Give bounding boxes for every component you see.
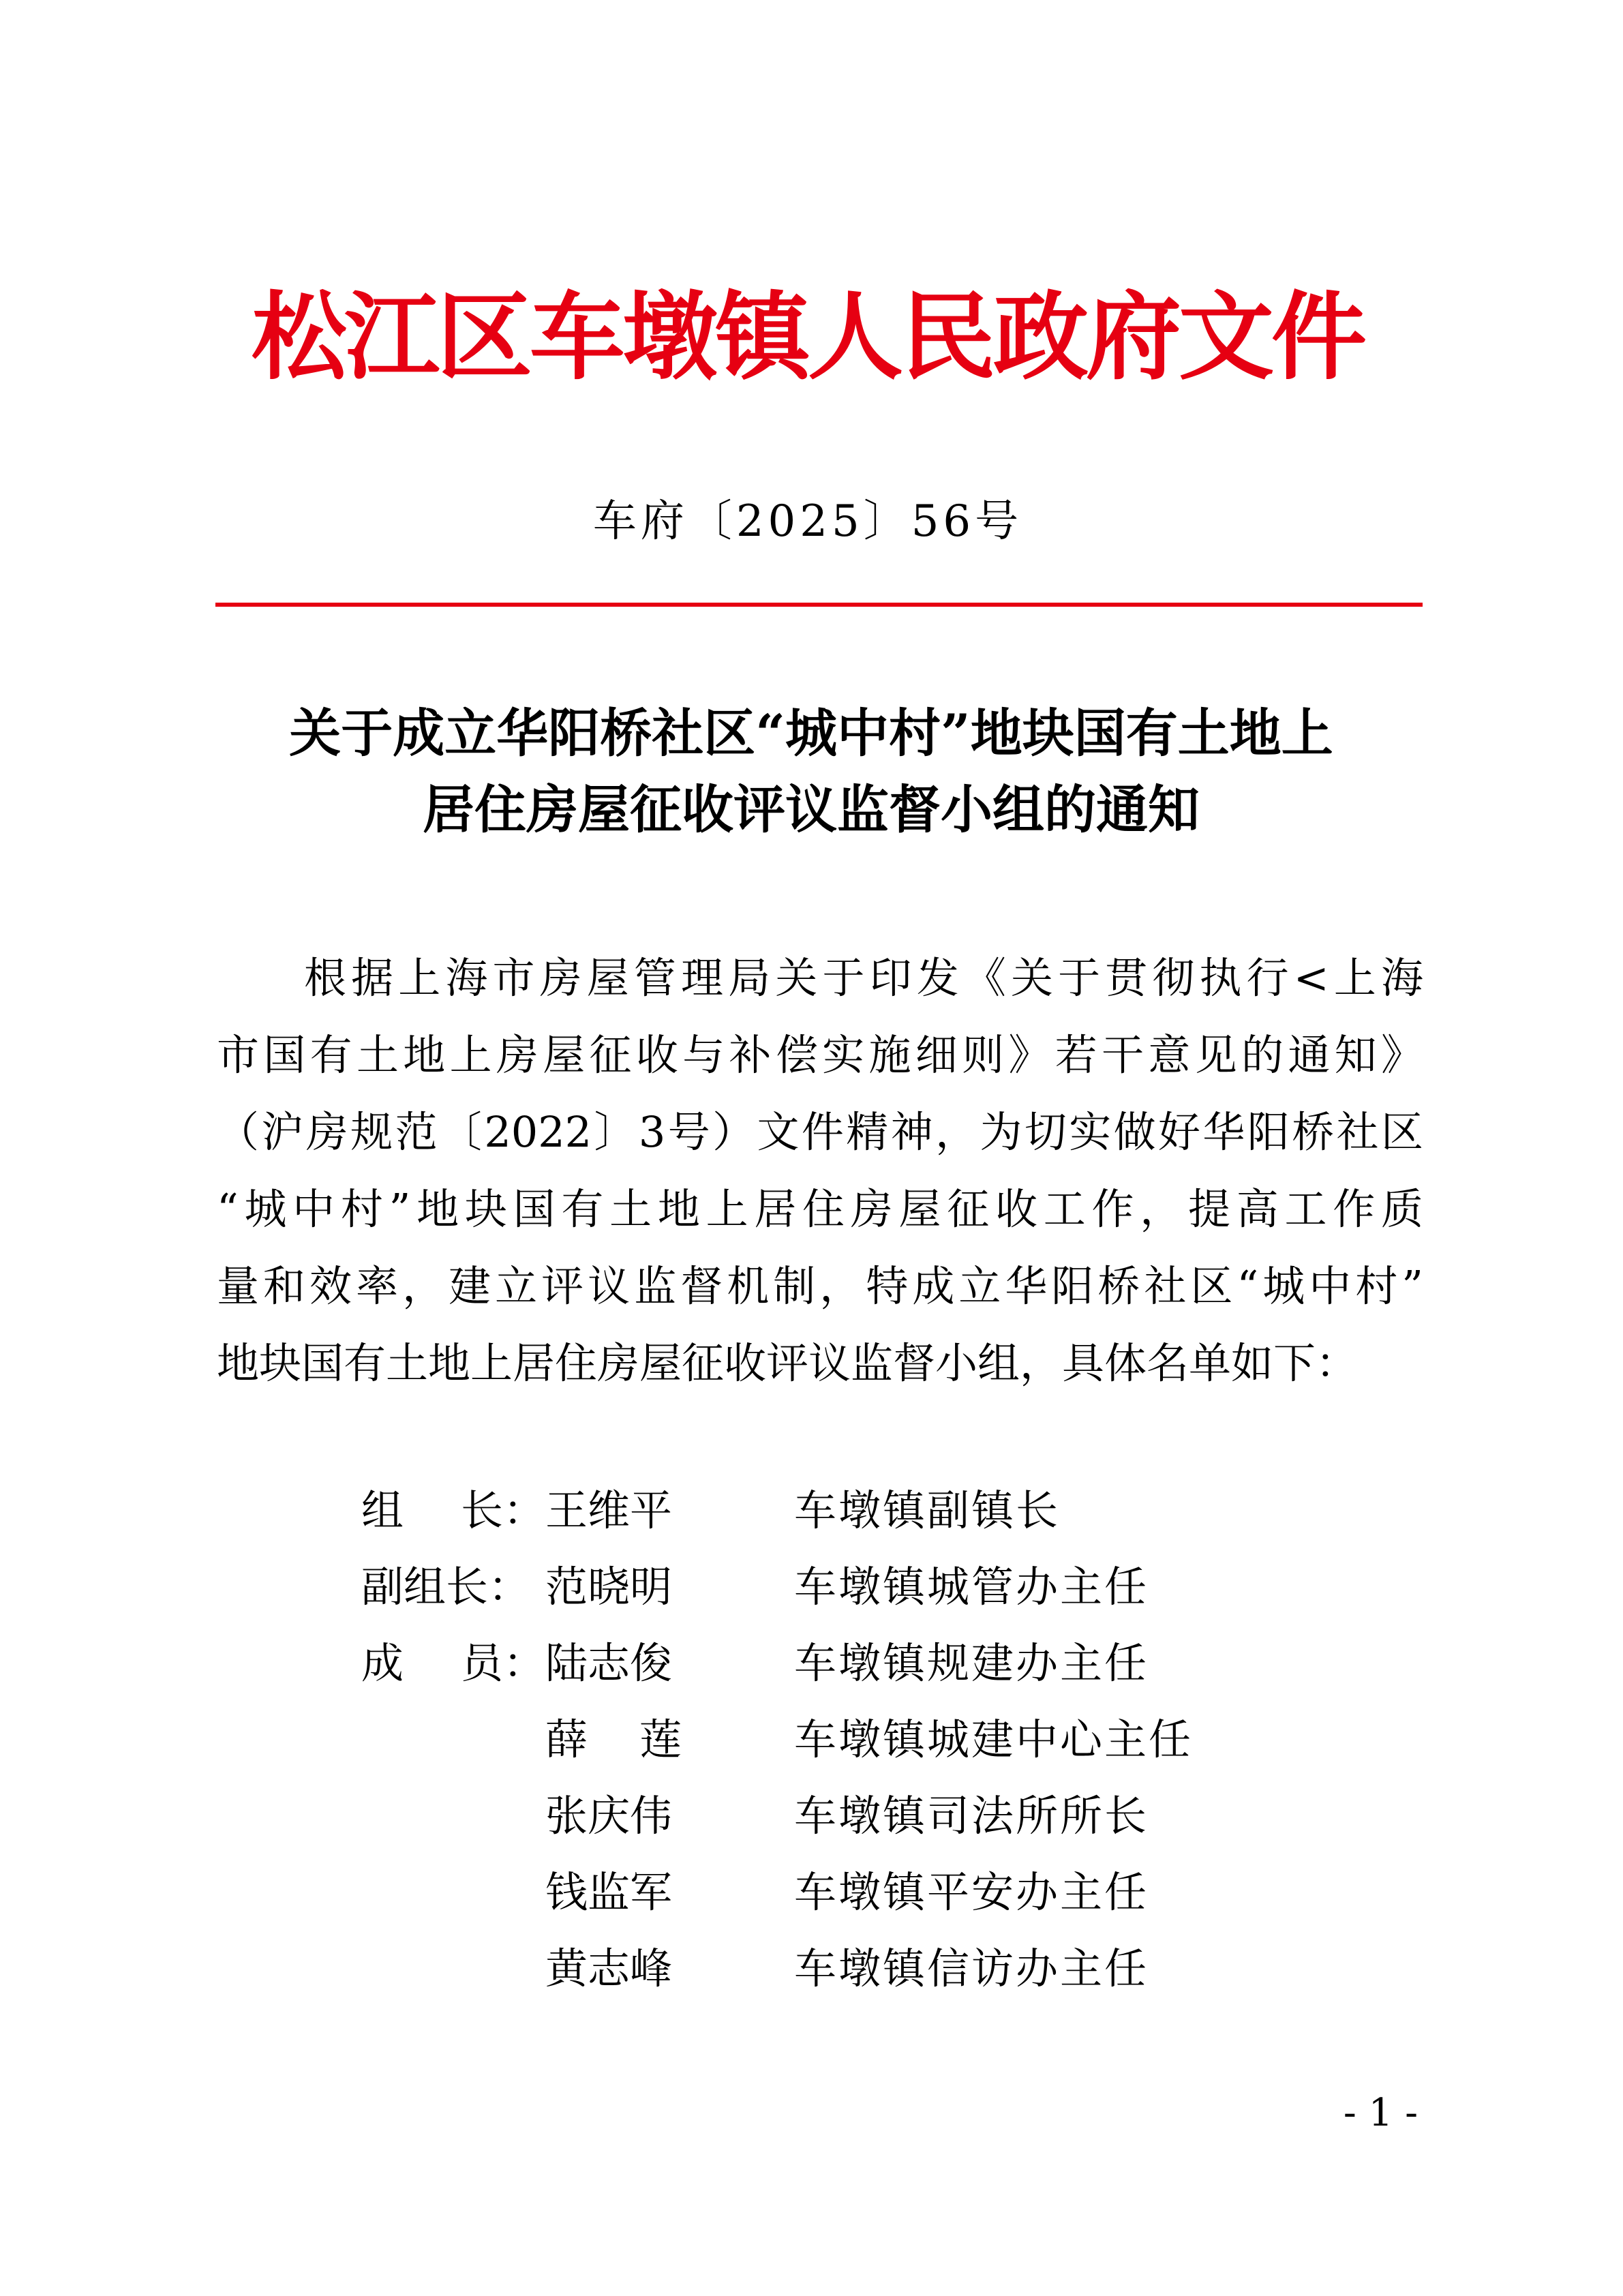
- member-row: [361, 1854, 1316, 1931]
- member-title: 车墩镇信访办主任: [794, 1944, 1149, 1993]
- role-char: 副组长：: [361, 1562, 531, 1612]
- member-name: 王维平: [545, 1485, 673, 1535]
- page-number: - 1 -: [1343, 2091, 1418, 2135]
- member-role: [361, 1472, 545, 1549]
- member-title: 车墩镇副镇长: [794, 1485, 1061, 1535]
- member-name: 黄志峰: [545, 1944, 673, 1993]
- member-name: [545, 1702, 682, 1778]
- body-line-4: “城中村”地块国有土地上居住房屋征收工作，提高工作质: [217, 1184, 1423, 1234]
- member-title: 车墩镇平安办主任: [794, 1867, 1149, 1917]
- role-char: 成: [361, 1638, 404, 1688]
- member-role: [361, 1549, 545, 1625]
- body-line-6: 地块国有土地上居住房屋征收评议监督小组，具体名单如下：: [217, 1338, 1359, 1388]
- title-line-1: 关于成立华阳桥社区“城中村”地块国有土地上: [289, 703, 1333, 764]
- member-row: [361, 1931, 1316, 2007]
- member-title: 车墩镇城管办主任: [794, 1562, 1149, 1612]
- document-number: 车府〔2025〕56号: [592, 496, 1023, 547]
- name-char: 莲: [639, 1715, 682, 1764]
- member-role: [361, 1625, 545, 1702]
- body-line-3: （沪房规范〔2022〕3号）文件精神，为切实做好华阳桥社区: [217, 1107, 1423, 1157]
- member-name: 范晓明: [545, 1562, 673, 1612]
- title-line-2: 居住房屋征收评议监督小组的通知: [423, 779, 1200, 840]
- issuing-agency-header: 松江区车墩镇人民政府文件: [251, 282, 1364, 393]
- member-name: 陆志俊: [545, 1638, 673, 1688]
- member-row: [361, 1549, 1316, 1625]
- name-char: 薛: [545, 1715, 588, 1764]
- role-char: 员：: [460, 1638, 545, 1688]
- role-char: 长：: [460, 1485, 545, 1535]
- body-line-2: 市国有土地上房屋征收与补偿实施细则》若干意见的通知》: [217, 1030, 1423, 1080]
- member-list: [361, 1472, 1316, 2007]
- role-char: 组: [361, 1485, 404, 1535]
- member-name: 钱监军: [545, 1867, 673, 1917]
- member-row: [361, 1472, 1316, 1549]
- member-row: [361, 1778, 1316, 1854]
- member-row: [361, 1625, 1316, 1702]
- member-title: 车墩镇规建办主任: [794, 1638, 1149, 1688]
- body-paragraph: [217, 939, 1423, 1402]
- member-row: [361, 1702, 1316, 1778]
- document-title: [204, 695, 1418, 848]
- member-title: 车墩镇城建中心主任: [794, 1715, 1194, 1764]
- body-line-1: 根据上海市房屋管理局关于印发《关于贯彻执行<上海: [304, 953, 1423, 1003]
- body-line-5: 量和效率，建立评议监督机制，特成立华阳桥社区“城中村”: [217, 1261, 1423, 1311]
- member-name: 张庆伟: [545, 1791, 673, 1841]
- member-title: 车墩镇司法所所长: [794, 1791, 1149, 1841]
- red-separator-line: [215, 603, 1423, 607]
